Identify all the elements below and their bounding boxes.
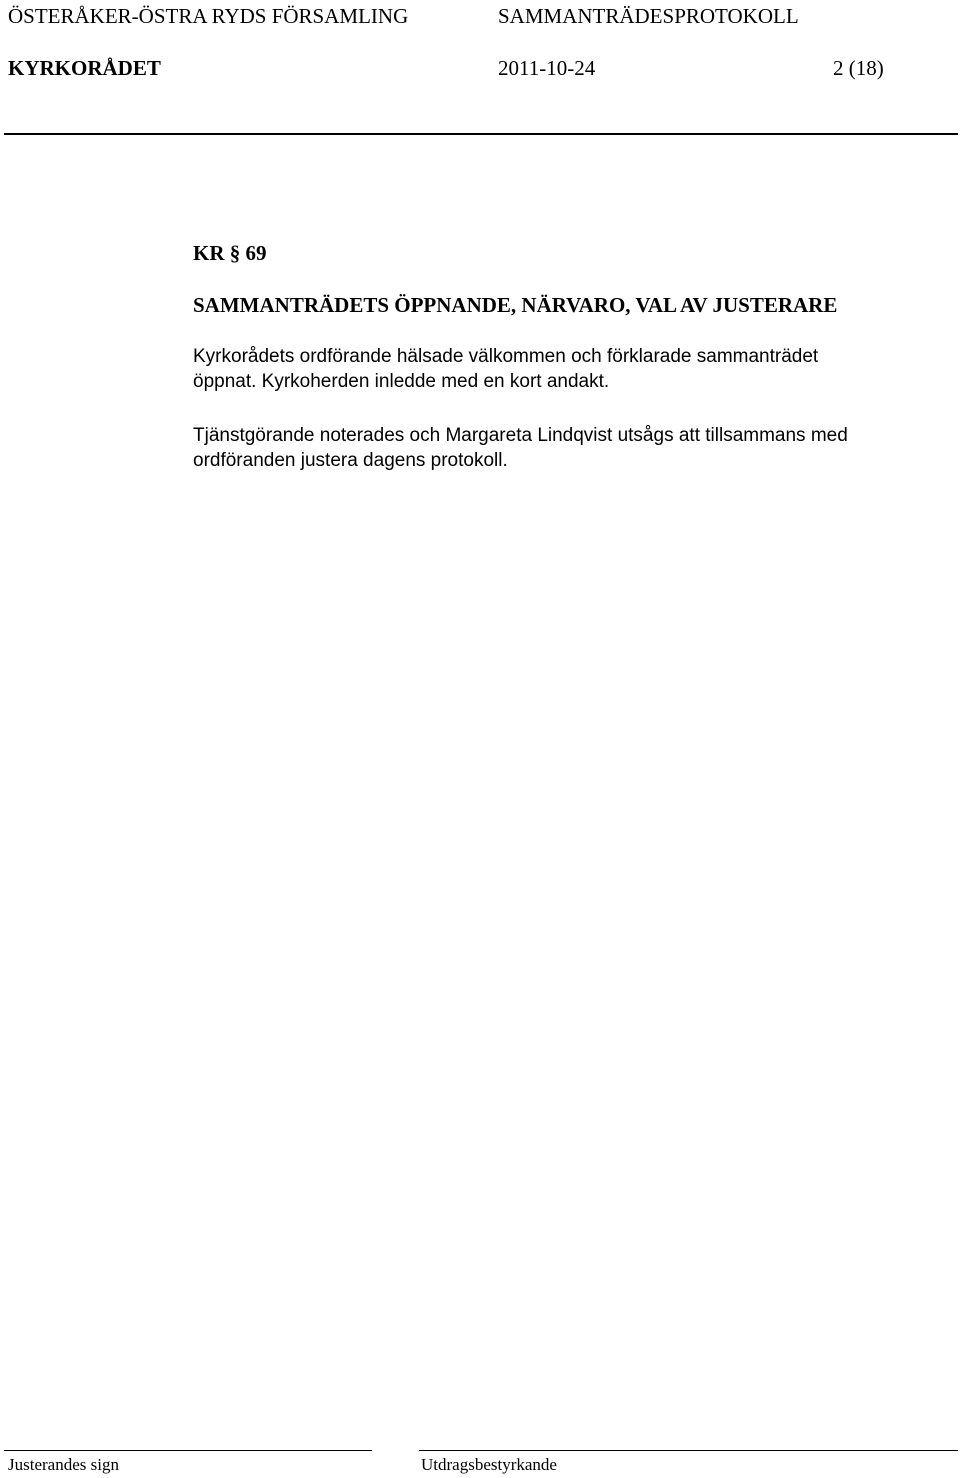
footer-extract-line [419, 1450, 958, 1451]
organization-name: ÖSTERÅKER-ÖSTRA RYDS FÖRSAMLING [8, 4, 409, 28]
header-divider [4, 133, 958, 135]
section-title: SAMMANTRÄDETS ÖPPNANDE, NÄRVARO, VAL AV JUSTERARE [193, 293, 838, 317]
meeting-date: 2011-10-24 [498, 56, 596, 80]
footer-extract-label: Utdragsbestyrkande [421, 1455, 557, 1474]
footer-sign-label: Justerandes sign [8, 1455, 119, 1474]
section-number: KR § 69 [193, 241, 267, 265]
document-type: SAMMANTRÄDESPROTOKOLL [498, 4, 799, 28]
footer-sign-line [4, 1450, 372, 1451]
paragraph-attendance: Tjänstgörande noterades och Margareta Lindqvist utsågs att tillsammans med ordföranden justera dagens protokoll. [193, 425, 848, 471]
paragraph-opening: Kyrkorådets ordförande hälsade välkommen och förklarade sammanträdet öppnat. Kyrkoherden inledde med en kort andakt. [193, 346, 819, 392]
page-number: 2 (18) [833, 56, 884, 80]
board-name: KYRKORÅDET [8, 56, 161, 80]
